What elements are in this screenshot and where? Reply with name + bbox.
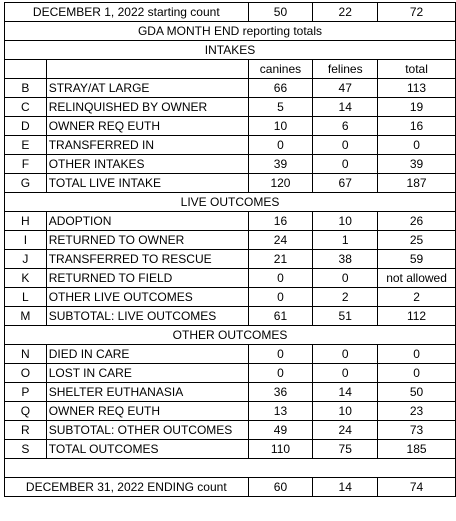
- blank-spacer-cell: [5, 459, 456, 478]
- row-code: O: [5, 364, 47, 383]
- row-canines: 0: [248, 288, 313, 307]
- intake-row: [5, 136, 456, 155]
- other-outcomes-heading: OTHER OUTCOMES: [5, 326, 456, 345]
- intake-row: [5, 117, 456, 136]
- row-label: OWNER REQ EUTH: [46, 117, 248, 136]
- row-label: OTHER INTAKES: [46, 155, 248, 174]
- row-felines: 10: [313, 212, 378, 231]
- row-total: 50: [378, 383, 456, 402]
- row-label: TOTAL LIVE INTAKE: [46, 174, 248, 193]
- row-total: 187: [378, 174, 456, 193]
- row-felines: 0: [313, 364, 378, 383]
- starting-count-label: DECEMBER 1, 2022 starting count: [5, 3, 249, 22]
- row-total: 26: [378, 212, 456, 231]
- row-total: 25: [378, 231, 456, 250]
- live-outcome-row: [5, 250, 456, 269]
- header-blank-label: [46, 60, 248, 79]
- row-canines: 120: [248, 174, 313, 193]
- row-code: Q: [5, 402, 47, 421]
- row-total: 39: [378, 155, 456, 174]
- row-total: 0: [378, 136, 456, 155]
- row-canines: 61: [248, 307, 313, 326]
- row-label: STRAY/AT LARGE: [46, 79, 248, 98]
- row-label: TRANSFERRED TO RESCUE: [46, 250, 248, 269]
- row-label: TRANSFERRED IN: [46, 136, 248, 155]
- row-code: S: [5, 440, 47, 459]
- live-outcome-row: [5, 269, 456, 288]
- row-total: 2: [378, 288, 456, 307]
- row-label: SUBTOTAL: LIVE OUTCOMES: [46, 307, 248, 326]
- live-outcomes-heading-row: [5, 193, 456, 212]
- intake-row: [5, 98, 456, 117]
- other-outcome-row: [5, 421, 456, 440]
- ending-count-label: DECEMBER 31, 2022 ENDING count: [5, 478, 249, 497]
- live-outcome-row: [5, 231, 456, 250]
- row-canines: 0: [248, 269, 313, 288]
- row-felines: 67: [313, 174, 378, 193]
- live-outcomes-heading: LIVE OUTCOMES: [5, 193, 456, 212]
- ending-felines: 14: [313, 478, 378, 497]
- intake-row: [5, 79, 456, 98]
- row-code: M: [5, 307, 47, 326]
- starting-felines: 22: [313, 3, 378, 22]
- row-felines: 1: [313, 231, 378, 250]
- row-felines: 14: [313, 383, 378, 402]
- row-code: L: [5, 288, 47, 307]
- row-code: E: [5, 136, 47, 155]
- row-canines: 110: [248, 440, 313, 459]
- row-label: RETURNED TO OWNER: [46, 231, 248, 250]
- row-canines: 36: [248, 383, 313, 402]
- row-code: R: [5, 421, 47, 440]
- row-total: 113: [378, 79, 456, 98]
- row-code: I: [5, 231, 47, 250]
- ending-total: 74: [378, 478, 456, 497]
- row-code: P: [5, 383, 47, 402]
- row-code: C: [5, 98, 47, 117]
- row-code: D: [5, 117, 47, 136]
- report-title: GDA MONTH END reporting totals: [5, 22, 456, 41]
- row-canines: 0: [248, 345, 313, 364]
- row-felines: 0: [313, 269, 378, 288]
- row-label: OTHER LIVE OUTCOMES: [46, 288, 248, 307]
- row-felines: 51: [313, 307, 378, 326]
- row-canines: 24: [248, 231, 313, 250]
- row-felines: 6: [313, 117, 378, 136]
- column-header-row: [5, 60, 456, 79]
- other-outcome-row: [5, 402, 456, 421]
- row-label: SUBTOTAL: OTHER OUTCOMES: [46, 421, 248, 440]
- report-body: [5, 3, 456, 497]
- row-total: 0: [378, 345, 456, 364]
- col-header-felines: felines: [313, 60, 378, 79]
- row-label: LOST IN CARE: [46, 364, 248, 383]
- row-code: K: [5, 269, 47, 288]
- starting-canines: 50: [248, 3, 313, 22]
- row-code: F: [5, 155, 47, 174]
- row-felines: 38: [313, 250, 378, 269]
- starting-count-row: [5, 3, 456, 22]
- row-label: TOTAL OUTCOMES: [46, 440, 248, 459]
- row-code: J: [5, 250, 47, 269]
- col-header-canines: canines: [248, 60, 313, 79]
- row-canines: 13: [248, 402, 313, 421]
- row-felines: 75: [313, 440, 378, 459]
- row-felines: 0: [313, 345, 378, 364]
- intake-row: [5, 155, 456, 174]
- row-canines: 49: [248, 421, 313, 440]
- row-canines: 0: [248, 136, 313, 155]
- row-felines: 24: [313, 421, 378, 440]
- row-felines: 14: [313, 98, 378, 117]
- row-total: 0: [378, 364, 456, 383]
- row-canines: 21: [248, 250, 313, 269]
- row-total: 112: [378, 307, 456, 326]
- row-label: DIED IN CARE: [46, 345, 248, 364]
- row-felines: 0: [313, 136, 378, 155]
- live-outcome-row: [5, 288, 456, 307]
- month-end-report-table: [4, 2, 456, 497]
- row-label: OWNER REQ EUTH: [46, 402, 248, 421]
- row-canines: 10: [248, 117, 313, 136]
- other-outcome-row: [5, 364, 456, 383]
- row-felines: 2: [313, 288, 378, 307]
- row-felines: 47: [313, 79, 378, 98]
- row-code: G: [5, 174, 47, 193]
- row-canines: 66: [248, 79, 313, 98]
- row-label: RELINQUISHED BY OWNER: [46, 98, 248, 117]
- live-outcome-row: [5, 212, 456, 231]
- intakes-heading: INTAKES: [5, 41, 456, 60]
- other-outcomes-heading-row: [5, 326, 456, 345]
- row-total: not allowed: [378, 269, 456, 288]
- header-blank-code: [5, 60, 47, 79]
- row-label: ADOPTION: [46, 212, 248, 231]
- row-label: RETURNED TO FIELD: [46, 269, 248, 288]
- row-felines: 0: [313, 155, 378, 174]
- intakes-heading-row: [5, 41, 456, 60]
- row-canines: 39: [248, 155, 313, 174]
- other-outcome-row: [5, 345, 456, 364]
- other-outcome-row: [5, 440, 456, 459]
- starting-total: 72: [378, 3, 456, 22]
- row-canines: 0: [248, 364, 313, 383]
- col-header-total: total: [378, 60, 456, 79]
- report-title-row: [5, 22, 456, 41]
- blank-spacer-row: [5, 459, 456, 478]
- row-felines: 10: [313, 402, 378, 421]
- row-total: 23: [378, 402, 456, 421]
- ending-count-row: [5, 478, 456, 497]
- row-total: 59: [378, 250, 456, 269]
- row-code: N: [5, 345, 47, 364]
- ending-canines: 60: [248, 478, 313, 497]
- row-canines: 16: [248, 212, 313, 231]
- row-code: H: [5, 212, 47, 231]
- row-total: 16: [378, 117, 456, 136]
- row-label: SHELTER EUTHANASIA: [46, 383, 248, 402]
- row-total: 73: [378, 421, 456, 440]
- intake-row: [5, 174, 456, 193]
- live-outcome-row: [5, 307, 456, 326]
- row-code: B: [5, 79, 47, 98]
- row-canines: 5: [248, 98, 313, 117]
- other-outcome-row: [5, 383, 456, 402]
- row-total: 19: [378, 98, 456, 117]
- row-total: 185: [378, 440, 456, 459]
